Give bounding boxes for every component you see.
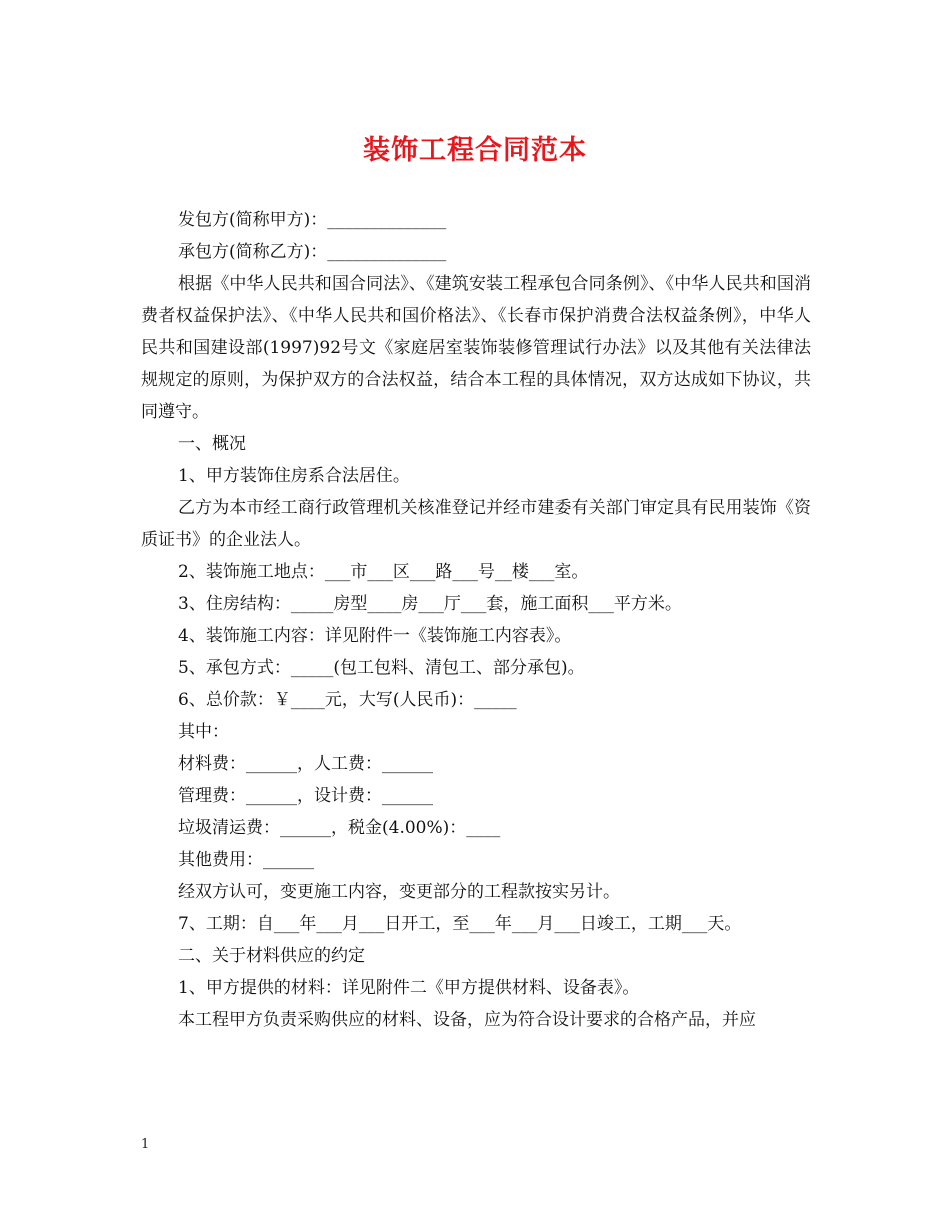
paragraph-legal-basis: 根据《中华人民共和国合同法》、《建筑安装工程承包合同条例》、《中华人民共和国消费者权益保护法》、《中华人民共和国价格法》、《长春市保护消费合法权益条例》，中华人民共和国建设部(1997)92号文《家庭居室装饰装修管理试行办法》以及其他有关法律法规规定的原则，为保护双方的合法权益，结合本工程的具体情况，双方达成如下协议，共同遵守。 <box>141 274 811 422</box>
paragraph-materials-item-1: 1、甲方提供的材料：详见附件二《甲方提供材料、设备表》。 <box>178 978 640 998</box>
paragraph-party-a: 发包方(简称甲方)：______________ <box>178 210 447 230</box>
paragraph-item-5-contract-type: 5、承包方式：_____(包工包料、清包工、部分承包)。 <box>178 658 585 678</box>
paragraph-contractor-qualification: 乙方为本市经工商行政管理机关核准登记并经市建委有关部门审定具有民用装饰《资质证书》的企业法人。 <box>141 498 811 550</box>
document-body <box>141 204 811 1036</box>
paragraph-item-7-schedule: 7、工期：自___年___月___日开工，至___年___月___日竣工，工期___天。 <box>178 914 742 934</box>
page-number: 1 <box>141 1137 150 1152</box>
paragraph-item-6-total-price: 6、总价款：￥____元，大写(人民币)：_____ <box>178 690 517 710</box>
paragraph-management-design-fee: 管理费：______，设计费：______ <box>178 786 433 806</box>
section-heading-materials: 二、关于材料供应的约定 <box>178 946 365 966</box>
paragraph-item-4-content: 4、装饰施工内容：详见附件一《装饰施工内容表》。 <box>178 626 572 646</box>
paragraph-item-2-location: 2、装饰施工地点：___市___区___路___号__楼___室。 <box>178 562 589 582</box>
paragraph-of-which: 其中： <box>178 722 229 742</box>
paragraph-material-labor-fee: 材料费：______，人工费：______ <box>178 754 433 774</box>
paragraph-change-terms: 经双方认可，变更施工内容，变更部分的工程款按实另计。 <box>178 882 620 902</box>
paragraph-item-1: 1、甲方装饰住房系合法居住。 <box>178 466 410 486</box>
paragraph-party-b: 承包方(简称乙方)：______________ <box>178 242 447 262</box>
paragraph-other-fees: 其他费用：______ <box>178 850 314 870</box>
paragraph-waste-tax-fee: 垃圾清运费：______，税金(4.00%)：____ <box>178 818 501 838</box>
document-title: 装饰工程合同范本 <box>363 135 587 166</box>
paragraph-materials-requirement: 本工程甲方负责采购供应的材料、设备，应为符合设计要求的合格产品，并应 <box>178 1010 756 1030</box>
paragraph-item-3-structure: 3、住房结构：_____房型____房___厅___套，施工面积___平方米。 <box>178 594 682 614</box>
section-heading-overview: 一、概况 <box>178 434 246 454</box>
